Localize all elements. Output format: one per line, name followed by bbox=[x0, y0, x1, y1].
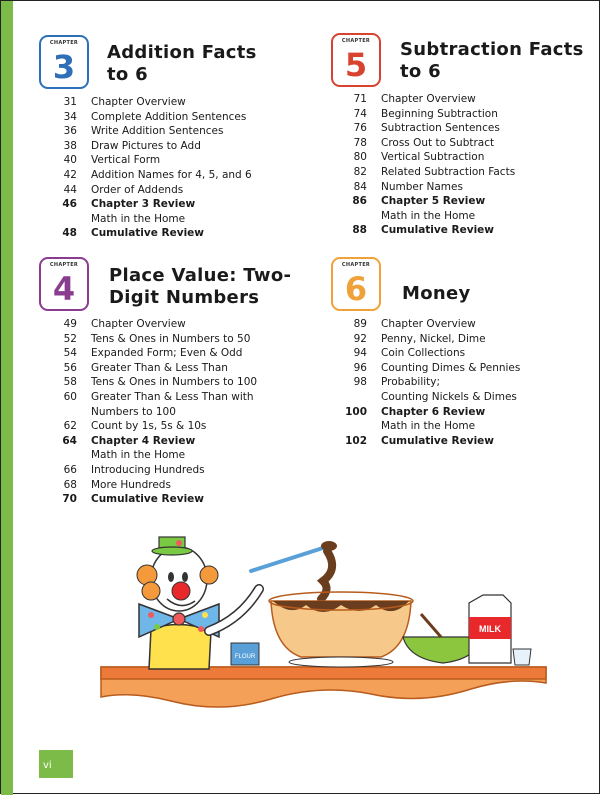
toc-entry-title: Chapter Overview bbox=[381, 318, 476, 330]
toc-page-number: 42 bbox=[63, 168, 77, 181]
toc-entry bbox=[39, 317, 309, 332]
toc-entry bbox=[39, 434, 309, 449]
toc-entry bbox=[39, 375, 309, 390]
toc-entry bbox=[39, 110, 309, 125]
chapter-title-line-1: Subtraction Facts bbox=[400, 39, 584, 60]
toc-page-number: 70 bbox=[62, 493, 77, 506]
toc-entry-title: More Hundreds bbox=[91, 478, 171, 491]
toc-page-number: 96 bbox=[353, 361, 367, 374]
toc-entry-title: Write Addition Sentences bbox=[91, 125, 224, 138]
toc-entry bbox=[329, 332, 599, 347]
chapter-badge-label: CHAPTER bbox=[49, 40, 79, 46]
toc-entry bbox=[329, 180, 599, 195]
toc-entry-title: Cumulative Review bbox=[91, 493, 204, 506]
chapter-badge-label: CHAPTER bbox=[341, 262, 371, 268]
toc-entry-title: Counting Nickels & Dimes bbox=[381, 390, 517, 403]
toc-entry-title: Expanded Form; Even & Odd bbox=[91, 347, 243, 360]
chapter-number: 4 bbox=[52, 270, 76, 308]
toc-entry bbox=[329, 317, 599, 332]
toc-page-number: 58 bbox=[63, 376, 77, 389]
toc-entry bbox=[39, 463, 309, 478]
chapter-title-line-1: Addition Facts bbox=[107, 42, 257, 63]
toc-entry-title: Penny, Nickel, Dime bbox=[381, 332, 486, 345]
toc-entry-list bbox=[39, 95, 309, 241]
toc-entry bbox=[39, 478, 309, 493]
toc-entry-title: Tens & Ones in Numbers to 50 bbox=[91, 332, 251, 345]
toc-page-number: 64 bbox=[62, 434, 77, 447]
toc-entry-title: Addition Names for 4, 5, and 6 bbox=[91, 168, 252, 181]
toc-page-number: 44 bbox=[63, 183, 77, 196]
toc-entry-title: Chapter Overview bbox=[91, 318, 186, 330]
toc-entry bbox=[329, 107, 599, 122]
toc-entry bbox=[329, 223, 599, 238]
toc-entry-title: Math in the Home bbox=[91, 212, 186, 225]
toc-page-number: 60 bbox=[63, 390, 77, 403]
toc-entry-title: Tens & Ones in Numbers to 100 bbox=[91, 376, 258, 389]
toc-entry-title: Counting Dimes & Pennies bbox=[381, 361, 521, 374]
flour-box-label: FLOUR bbox=[234, 654, 256, 660]
toc-entry-title: Chapter Overview bbox=[91, 96, 186, 108]
toc-entry-title: Complete Addition Sentences bbox=[91, 110, 247, 123]
toc-page-number: 94 bbox=[353, 347, 367, 360]
toc-entry bbox=[39, 405, 309, 420]
toc-entry bbox=[39, 183, 309, 198]
chapter-title bbox=[107, 42, 257, 86]
toc-entry bbox=[329, 361, 599, 376]
toc-page-number: 46 bbox=[62, 198, 77, 211]
chapter-badge bbox=[39, 35, 89, 89]
toc-page-number: 71 bbox=[353, 93, 367, 105]
toc-page-number: 40 bbox=[63, 154, 77, 167]
toc-entry bbox=[39, 153, 309, 168]
toc-page-number: 88 bbox=[352, 224, 367, 237]
toc-page-number: 74 bbox=[353, 107, 367, 120]
clown-baking-illustration bbox=[91, 519, 551, 734]
toc-entry bbox=[329, 136, 599, 151]
toc-page-number: 56 bbox=[63, 361, 77, 374]
toc-entry bbox=[39, 168, 309, 183]
toc-entry bbox=[329, 375, 599, 390]
toc-entry-title: Introducing Hundreds bbox=[91, 463, 205, 476]
toc-page-number: 66 bbox=[63, 463, 77, 476]
chapter-title-line-2: Money bbox=[402, 283, 471, 304]
toc-entry bbox=[329, 150, 599, 165]
toc-entry bbox=[39, 197, 309, 212]
toc-entry-title: Probability; bbox=[381, 376, 441, 389]
toc-page-number: 92 bbox=[353, 332, 367, 345]
chapter-number: 3 bbox=[52, 48, 76, 86]
toc-entry-title: Vertical Subtraction bbox=[381, 151, 485, 164]
toc-entry-title: Cumulative Review bbox=[381, 224, 494, 237]
toc-entry-title: Subtraction Sentences bbox=[381, 122, 500, 135]
toc-entry bbox=[39, 124, 309, 139]
toc-page-number: 48 bbox=[62, 227, 77, 240]
toc-entry-title: Greater Than & Less Than bbox=[91, 361, 228, 374]
page-number-tab bbox=[39, 750, 73, 778]
toc-entry bbox=[39, 212, 309, 227]
toc-entry-title: Math in the Home bbox=[381, 420, 476, 433]
toc-entry-title: Math in the Home bbox=[91, 449, 186, 462]
toc-entry-title: Chapter 6 Review bbox=[381, 405, 486, 418]
toc-page-number: 76 bbox=[353, 122, 367, 135]
toc-entry-title: Count by 1s, 5s & 10s bbox=[91, 420, 207, 433]
toc-page-number: 84 bbox=[353, 180, 367, 193]
toc-entry-list bbox=[39, 317, 309, 507]
toc-entry-title: Greater Than & Less Than with bbox=[91, 390, 254, 403]
toc-page-number: 82 bbox=[353, 165, 367, 178]
toc-entry-list bbox=[329, 317, 599, 448]
chapter-badge-label: CHAPTER bbox=[341, 38, 371, 44]
toc-entry bbox=[39, 361, 309, 376]
toc-page-number: 68 bbox=[63, 478, 77, 491]
toc-entry-title: Cross Out to Subtract bbox=[381, 136, 495, 149]
toc-entry bbox=[39, 390, 309, 405]
toc-page-number: 98 bbox=[353, 376, 367, 389]
toc-entry-title: Numbers to 100 bbox=[91, 405, 176, 418]
toc-entry-title: Vertical Form bbox=[91, 154, 161, 167]
toc-page-number: 34 bbox=[63, 110, 77, 123]
toc-entry bbox=[329, 434, 599, 449]
toc-page-number: 38 bbox=[63, 139, 77, 152]
left-green-bar bbox=[1, 1, 13, 795]
toc-entry bbox=[329, 92, 599, 107]
toc-entry-title: Cumulative Review bbox=[381, 434, 494, 447]
toc-entry bbox=[329, 165, 599, 180]
toc-entry-list bbox=[329, 92, 599, 238]
toc-entry-title: Draw Pictures to Add bbox=[91, 139, 201, 152]
chapter-title-line-2: to 6 bbox=[107, 64, 148, 85]
chapter-badge bbox=[331, 33, 381, 87]
toc-page-number: 78 bbox=[353, 136, 367, 149]
toc-entry-title: Order of Addends bbox=[91, 183, 184, 196]
toc-entry bbox=[39, 139, 309, 154]
page-number: vi bbox=[43, 760, 52, 771]
toc-page-number: 62 bbox=[63, 420, 77, 433]
toc-entry-title: Beginning Subtraction bbox=[381, 107, 498, 120]
toc-entry bbox=[39, 332, 309, 347]
toc-entry bbox=[329, 405, 599, 420]
toc-page-number: 52 bbox=[63, 332, 77, 345]
toc-entry bbox=[39, 346, 309, 361]
chapter-title bbox=[109, 265, 291, 309]
toc-entry-title: Chapter 3 Review bbox=[91, 198, 196, 211]
toc-entry bbox=[329, 419, 599, 434]
chapter-title bbox=[400, 39, 584, 83]
toc-entry bbox=[329, 194, 599, 209]
toc-page-number: 89 bbox=[353, 318, 367, 330]
milk-label: MILK bbox=[479, 624, 501, 634]
toc-entry bbox=[39, 448, 309, 463]
toc-page-number: 80 bbox=[353, 151, 367, 164]
chapter-title-line-2: to 6 bbox=[400, 61, 441, 82]
toc-entry-title: Chapter Overview bbox=[381, 93, 476, 105]
toc-page-number: 36 bbox=[63, 125, 77, 138]
toc-page-number: 54 bbox=[63, 347, 77, 360]
chapter-badge-label: CHAPTER bbox=[49, 262, 79, 268]
toc-page-number: 100 bbox=[345, 405, 367, 418]
toc-entry-title: Chapter 5 Review bbox=[381, 195, 486, 208]
toc-entry bbox=[329, 209, 599, 224]
chapter-title bbox=[402, 269, 471, 305]
toc-entry-title: Cumulative Review bbox=[91, 227, 204, 240]
toc-entry-title: Number Names bbox=[381, 180, 463, 193]
toc-entry bbox=[329, 121, 599, 136]
chapter-number: 5 bbox=[344, 46, 368, 84]
toc-page-number: 86 bbox=[352, 195, 367, 208]
toc-entry bbox=[39, 95, 309, 110]
chapter-number: 6 bbox=[344, 270, 368, 308]
toc-entry bbox=[329, 390, 599, 405]
toc-page-number: 31 bbox=[63, 96, 77, 108]
toc-entry-title: Chapter 4 Review bbox=[91, 434, 196, 447]
toc-page-number: 49 bbox=[63, 318, 77, 330]
toc-entry-title: Coin Collections bbox=[381, 347, 466, 360]
toc-entry bbox=[329, 346, 599, 361]
toc-entry-title: Math in the Home bbox=[381, 209, 476, 222]
chapter-title-line-2: Digit Numbers bbox=[109, 287, 260, 308]
toc-entry bbox=[39, 419, 309, 434]
chapter-badge bbox=[39, 257, 89, 311]
toc-entry bbox=[39, 226, 309, 241]
toc-page-number: 102 bbox=[345, 434, 367, 447]
toc-entry bbox=[39, 492, 309, 507]
chapter-title-line-1 bbox=[402, 269, 471, 283]
toc-entry-title: Related Subtraction Facts bbox=[381, 165, 516, 178]
chapter-badge bbox=[331, 257, 381, 311]
chapter-title-line-1: Place Value: Two- bbox=[109, 265, 292, 286]
